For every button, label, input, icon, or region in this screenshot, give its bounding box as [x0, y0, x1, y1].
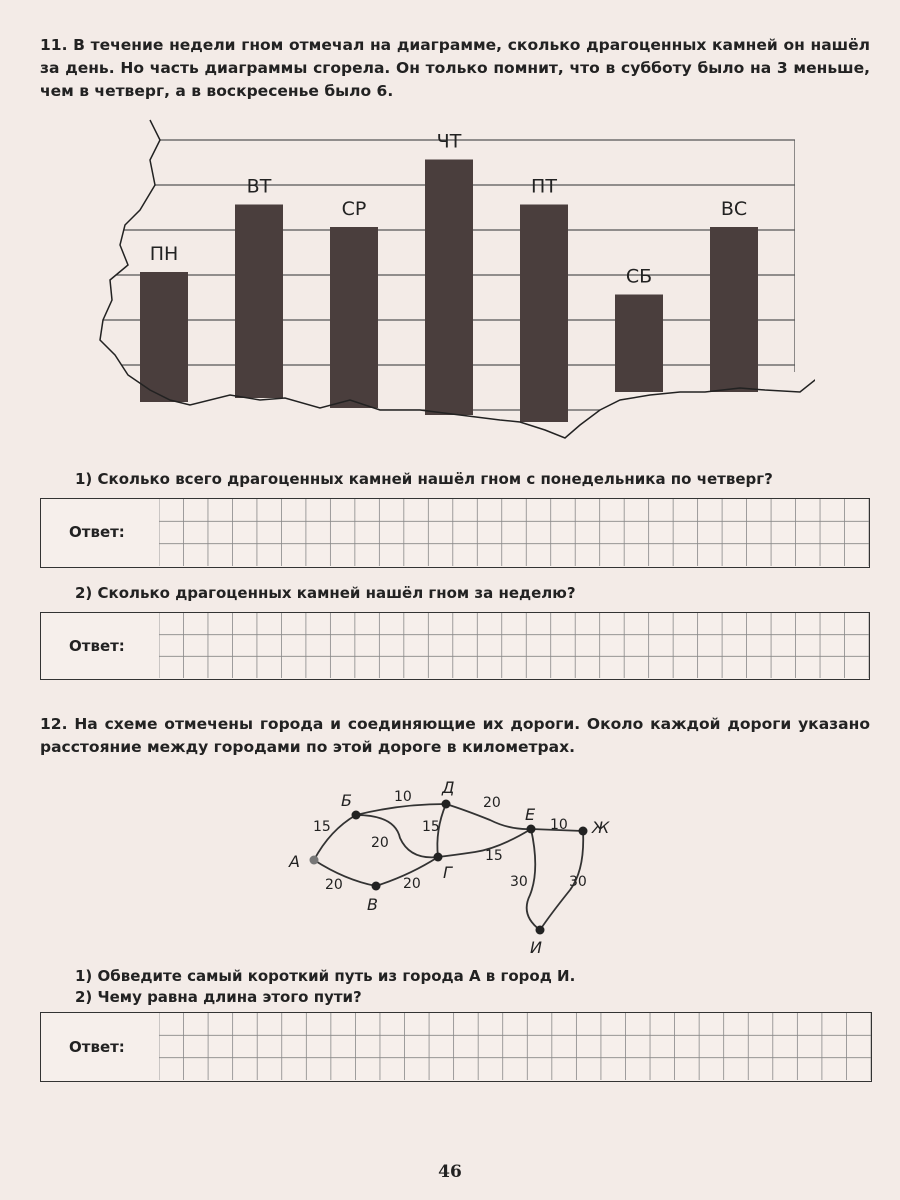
task-12-question-2: 2) Чему равна длина этого пути? [75, 988, 362, 1006]
bar-label-3: СР [341, 198, 367, 220]
bar-2 [235, 205, 283, 399]
task-11-number: 11. [40, 36, 68, 54]
bar-label-4: ЧТ [436, 130, 462, 153]
bar-7 [710, 227, 758, 392]
page-number: 46 [438, 1162, 462, 1182]
task-11-text [40, 34, 870, 103]
answer-label: Ответ: [69, 523, 125, 541]
city-i-dot [536, 926, 545, 935]
distance-g-e: 15 [485, 848, 503, 864]
city-v-dot [372, 882, 381, 891]
distance-d-e: 20 [483, 795, 501, 811]
distance-v-g: 20 [403, 876, 421, 892]
bar-label-6: СБ [625, 265, 653, 288]
road-a-v [314, 860, 376, 886]
bar-label-1: ПН [149, 243, 179, 265]
answer-box-12 [40, 1012, 872, 1082]
answer-box-11-1 [40, 498, 870, 568]
answer-grid[interactable] [159, 613, 869, 678]
chart-bars [140, 160, 758, 423]
city-v-label: В [367, 895, 378, 914]
city-g-dot [434, 853, 443, 862]
task-12-question-1: 1) Обведите самый короткий путь из города А в город И. [75, 967, 576, 985]
city-a-label: А [289, 852, 300, 871]
task-11-question-1: 1) Сколько всего драгоценных камней нашёл гном с понедельника по четверг? [75, 470, 773, 488]
city-a-dot [310, 856, 319, 865]
distance-b-g: 20 [371, 835, 389, 851]
road-b-d [356, 804, 446, 815]
distance-a-b: 15 [313, 819, 331, 835]
task-12-number: 12. [40, 715, 68, 733]
bar-4 [425, 160, 473, 416]
city-g-label: Г [443, 863, 452, 882]
distance-e-zh: 10 [550, 817, 568, 833]
answer-grid[interactable] [159, 1013, 871, 1080]
bar-5 [520, 205, 568, 423]
bar-1 [140, 272, 188, 402]
answer-grid[interactable] [159, 499, 869, 566]
road-map-diagram [270, 770, 630, 965]
city-e-label: Е [525, 805, 536, 824]
city-zh-dot [579, 827, 588, 836]
answer-label: Ответ: [69, 1038, 125, 1056]
bar-label-7: ВС [720, 198, 748, 220]
bar-label-5: ПТ [531, 175, 557, 198]
distance-d-g: 15 [422, 819, 440, 835]
task-12-text [40, 713, 870, 759]
distance-a-v: 20 [325, 877, 343, 893]
bar-6 [615, 295, 663, 393]
city-d-dot [442, 800, 451, 809]
distance-zh-i: 30 [569, 874, 587, 890]
city-zh-label: Ж [592, 818, 610, 837]
distance-e-i: 30 [510, 874, 528, 890]
city-b-label: Б [341, 791, 352, 810]
answer-box-11-2 [40, 612, 870, 680]
task-11-question-2: 2) Сколько драгоценных камней нашёл гном за неделю? [75, 584, 576, 602]
task-12-body: На схеме отмечены города и соединяющие их дороги. Около каждой дороги указано расстояние между городами по этой дороге в километрах. [40, 715, 870, 756]
city-e-dot [527, 825, 536, 834]
city-b-dot [352, 811, 361, 820]
bar-3 [330, 227, 378, 408]
distance-b-d: 10 [394, 789, 412, 805]
road-e-i [527, 829, 540, 930]
city-d-label: Д [442, 778, 455, 797]
answer-label: Ответ: [69, 637, 125, 655]
bar-label-2: ВТ [246, 175, 272, 198]
burnt-bar-chart [95, 118, 815, 448]
city-i-label: И [530, 938, 542, 957]
task-11-body: В течение недели гном отмечал на диаграмме, сколько драгоценных камней он нашёл за день. Но часть диаграммы сгорела. Он только помнит, что в субботу было на 3 меньше, чем в четверг, а в воскресенье было 6. [40, 36, 870, 100]
